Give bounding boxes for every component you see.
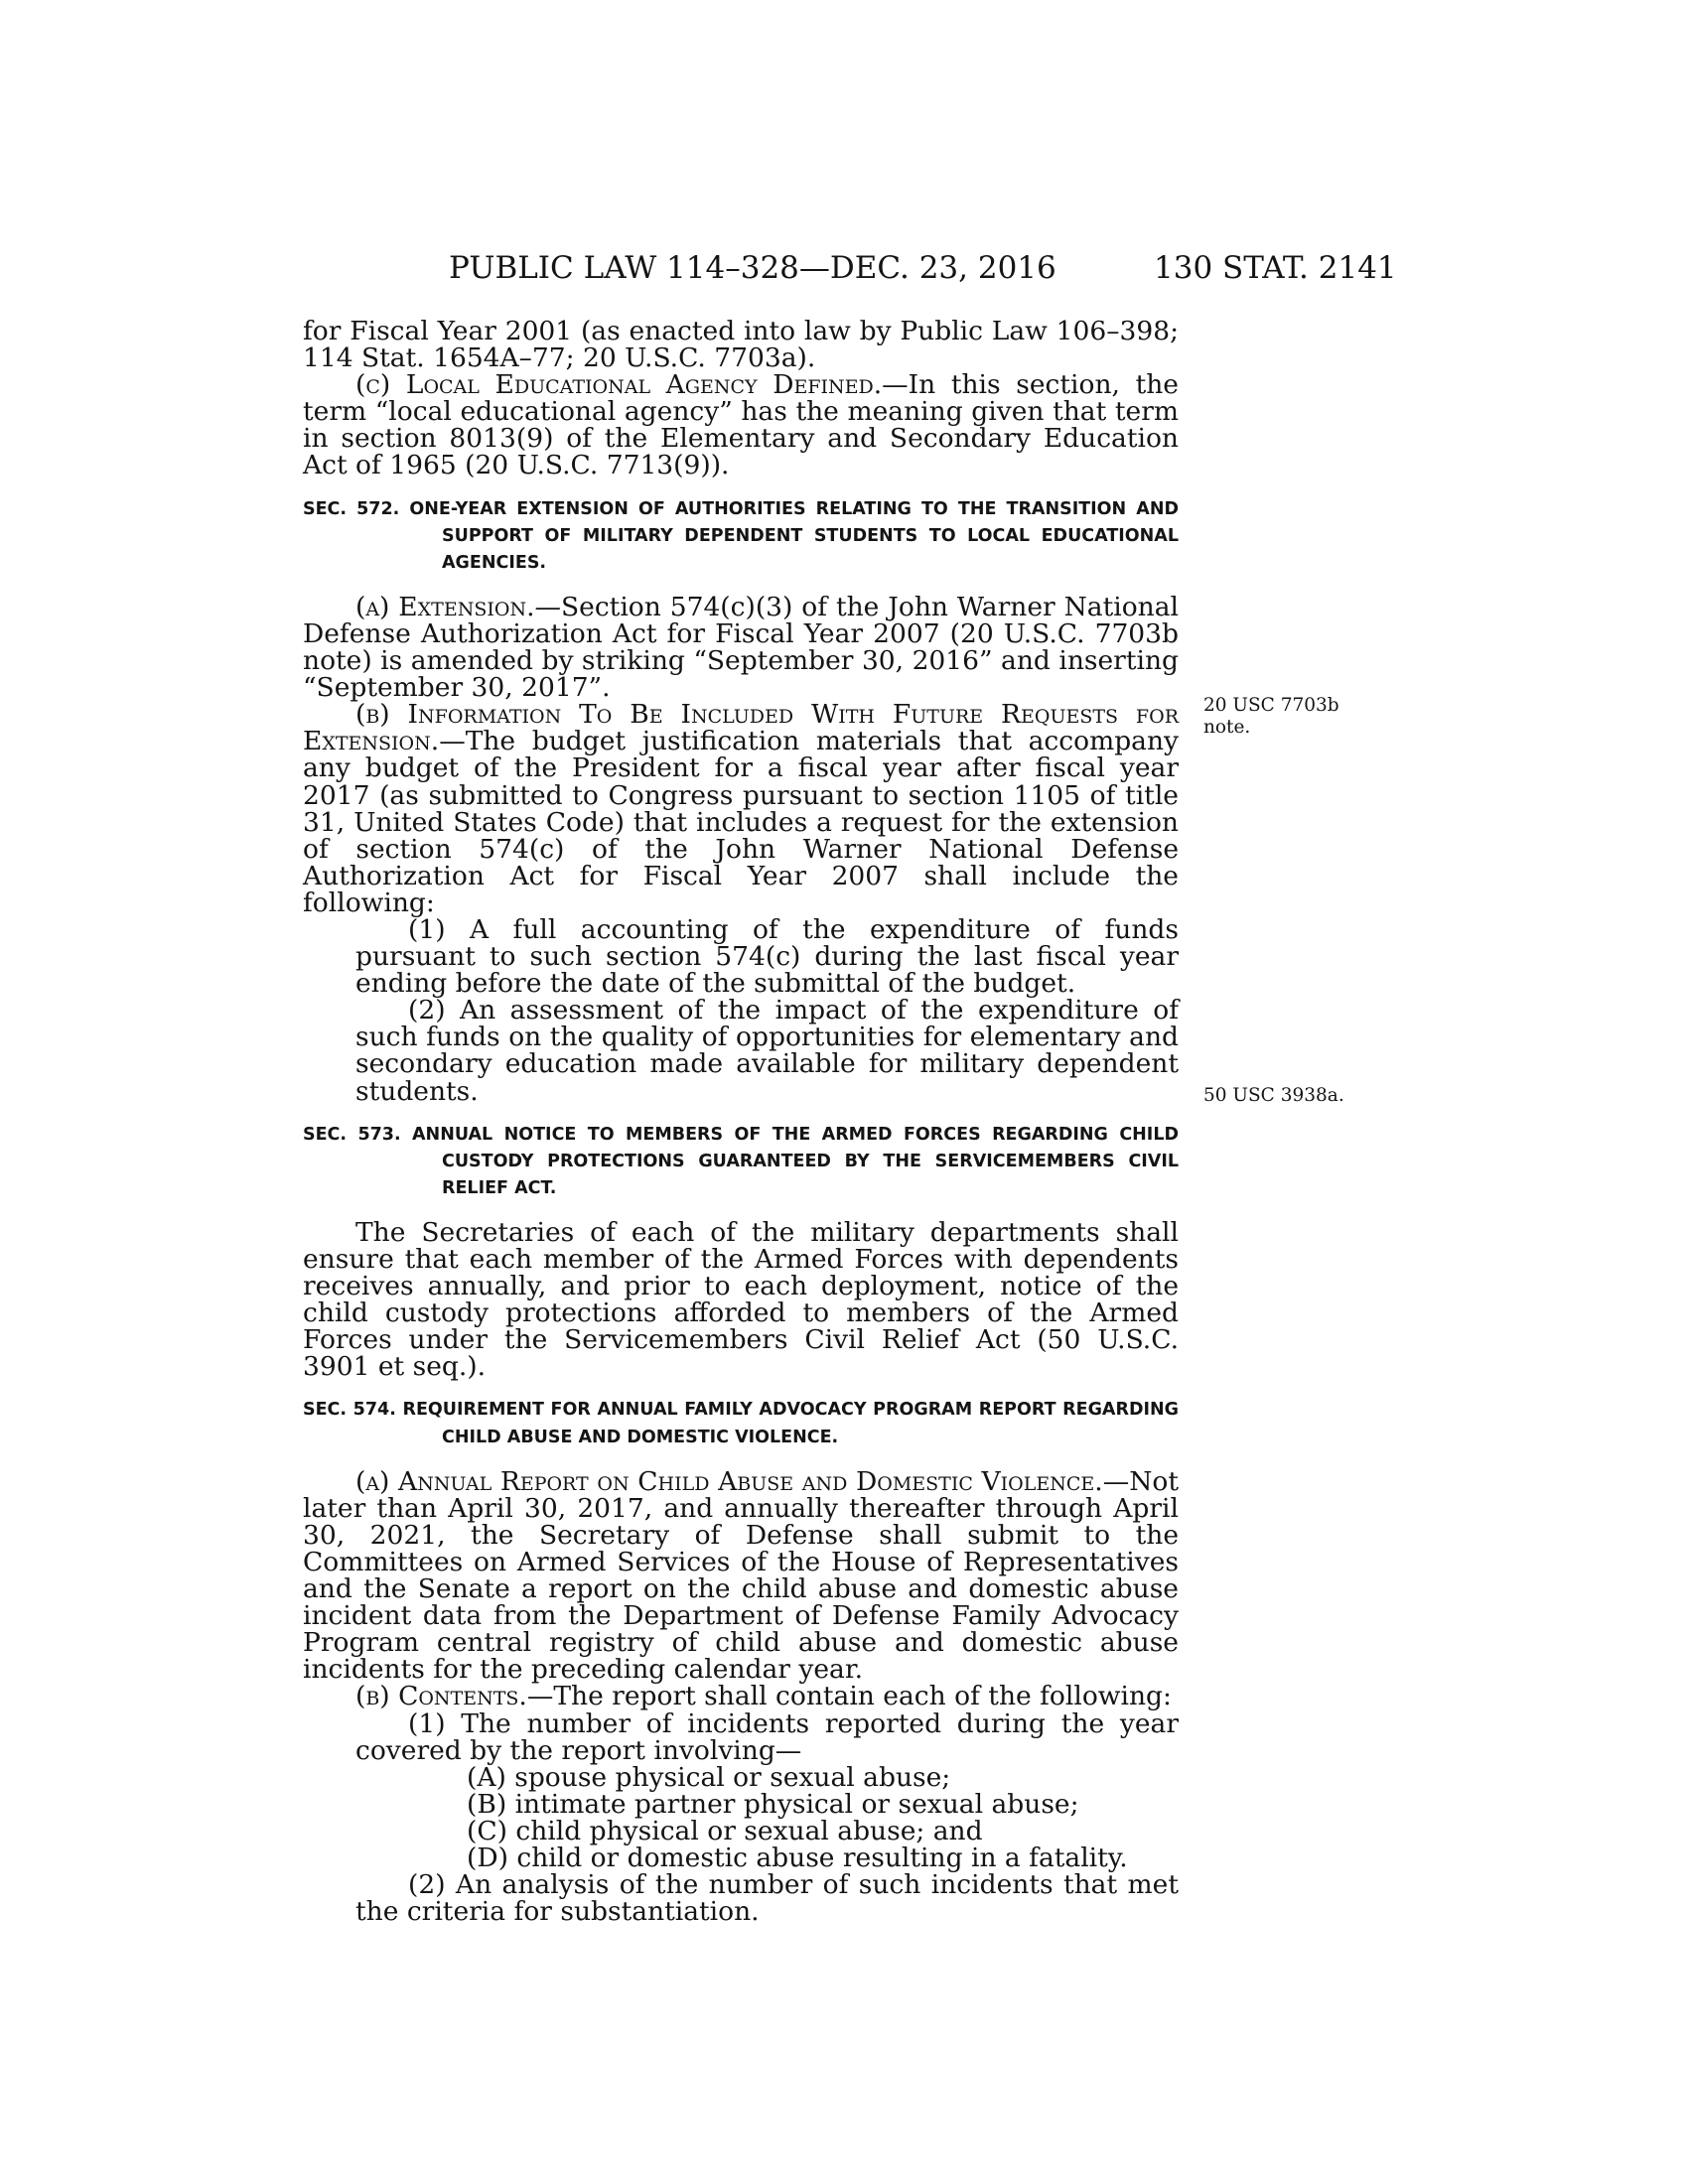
subsection-heading: (b) Contents. [355, 1681, 527, 1712]
section-574-clause-A: (A) spouse physical or sexual abuse; [467, 1761, 951, 1793]
subsection-heading: (c) Local Educational Agency Defined. [355, 369, 883, 401]
margin-note-line: note. [1203, 717, 1251, 738]
section-574-clause-D: (D) child or domestic abuse resulting in a fatality. [467, 1842, 1128, 1873]
section-572-paragraph-2: (2) An assessment of the impact of the expenditure of such funds on the quality of opportunities for elementary and secondary education made available for military dependent students. [355, 995, 1179, 1107]
section-573-text: The Secretaries of each of the military departments shall ensure that each member of the Armed Forces with dependents receives annually, and prior to each deployment, notice of the child custody protections afforded to members of the Armed Forces under the Servicemembers Civil Relief Act (50 U.S.C. 3901 et seq.). [303, 1216, 1179, 1383]
section-573-heading: SEC. 573. ANNUAL NOTICE TO MEMBERS OF THE ARMED FORCES REGARDING CHILD CUSTODY PROTECTIONS GUARANTEED BY THE SERVICEMEMBERS CIVIL RELIEF ACT. [303, 1124, 1179, 1198]
subsection-heading: (b) Information To Be Included With Future Requests for Extension. [303, 699, 1179, 757]
margin-note-usc-3938a: 50 USC 3938a. [1203, 1085, 1344, 1106]
subsection-heading: (a) Extension. [355, 591, 535, 622]
section-574-subsection-b [303, 1681, 1179, 1712]
section-572-subsection-a [303, 591, 1179, 704]
section-574-subsection-a [303, 1465, 1179, 1686]
section-574-paragraph-1: (1) The number of incidents reported during the year covered by the report involving— [355, 1707, 1179, 1766]
section-572-heading: SEC. 572. ONE-YEAR EXTENSION OF AUTHORITIES RELATING TO THE TRANSITION AND SUPPORT OF MILITARY DEPENDENT STUDENTS TO LOCAL EDUCATIONAL AGENCIES. [303, 498, 1179, 573]
subsection-text: —The report shall contain each of the following: [526, 1681, 1172, 1712]
section-574-clause-C: (C) child physical or sexual abuse; and [467, 1815, 983, 1846]
page-stat-number: 130 STAT. 2141 [1154, 250, 1397, 286]
subsection-text: —Section 574(c)(3) of the John Warner National Defense Authorization Act for Fiscal Year 2007 (20 U.S.C. 7703b note) is amended by striking “September 30, 2016” and inserting “September 30, 2017”. [303, 591, 1179, 704]
subsection-text: —Not later than April 30, 2017, and annually thereafter through April 30, 2021, the Secretary of Defense shall submit to the Committees on Armed Services of the House of Representatives and the Senate a report on the child abuse and domestic abuse incident data from the Department of Defense Family Advocacy Program central registry of child abuse and domestic abuse incidents for the preceding calendar year. [303, 1465, 1179, 1686]
subsection-c-definition [303, 369, 1179, 481]
subsection-text: —The budget justification materials that accompany any budget of the President for a fiscal year after fiscal year 2017 (as submitted to Congress pursuant to section 1105 of title 31, United States Code) that includes a request for the extension of section 574(c) of the John Warner National Defense Authorization Act for Fiscal Year 2007 shall include the following: [303, 726, 1179, 918]
subsection-heading: (a) Annual Report on Child Abuse and Domestic Violence. [355, 1465, 1103, 1497]
margin-note-line: 20 USC 7703b [1203, 695, 1339, 716]
continuation-paragraph: for Fiscal Year 2001 (as enacted into law by Public Law 106–398; 114 Stat. 1654A–77; 20 U.S.C. 7703a). [303, 316, 1179, 374]
page-body [303, 316, 1179, 1928]
section-574-heading: SEC. 574. REQUIREMENT FOR ANNUAL FAMILY ADVOCACY PROGRAM REPORT REGARDING CHILD ABUSE AND DOMESTIC VIOLENCE. [303, 1400, 1179, 1447]
section-572-subsection-b [303, 701, 1179, 916]
section-574-paragraph-2: (2) An analysis of the number of such incidents that met the criteria for substantiation. [355, 1869, 1179, 1928]
running-header-title: PUBLIC LAW 114–328—DEC. 23, 2016 [449, 250, 1056, 286]
subsection-text: —In this section, the term “local educational agency” has the meaning given that term in section 8013(9) of the Elementary and Secondary Education Act of 1965 (20 U.S.C. 7713(9)). [303, 369, 1179, 481]
margin-note-usc-7703b [1203, 695, 1339, 739]
section-572-paragraph-1: (1) A full accounting of the expenditure of funds pursuant to such section 574(c) during the last fiscal year ending before the date of the submittal of the budget. [355, 913, 1179, 1000]
section-574-clause-B: (B) intimate partner physical or sexual abuse; [467, 1788, 1079, 1820]
